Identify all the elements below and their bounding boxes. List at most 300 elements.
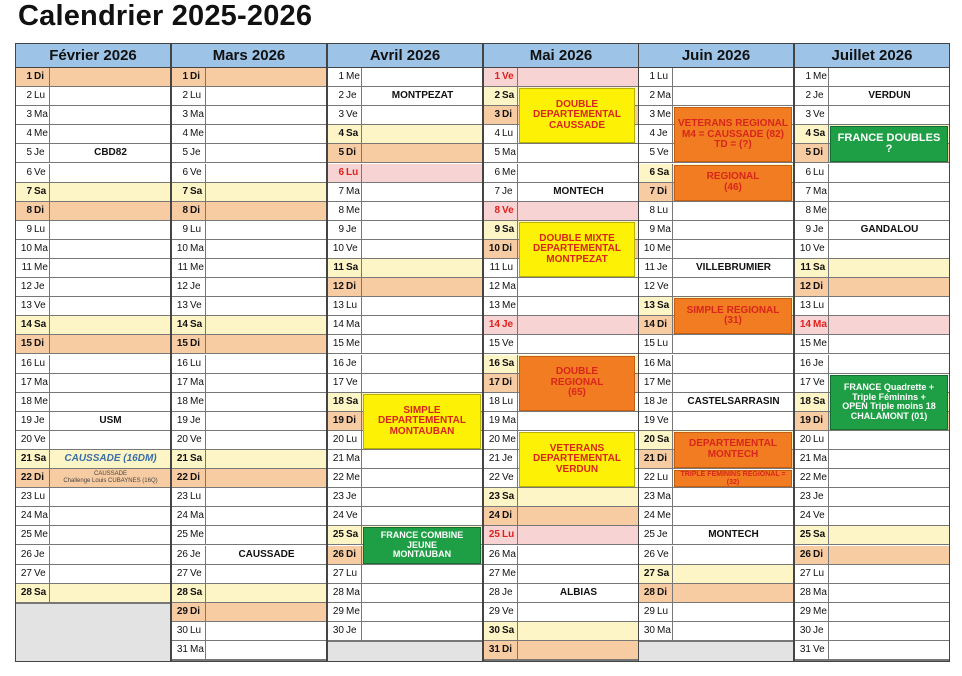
day-number: 10 (488, 242, 500, 254)
day-row (794, 164, 950, 183)
cell-divider (828, 507, 829, 525)
day-row (483, 278, 639, 297)
day-number: 11 (177, 262, 188, 273)
day-row (794, 546, 950, 565)
cell-divider (361, 316, 362, 334)
event-feb-usm: USM (99, 414, 122, 426)
day-number: 5 (338, 147, 344, 159)
cell-divider (205, 450, 206, 468)
day-name: Lu (34, 357, 46, 369)
event-feb-challenge-line1: CAUSSADE (93, 471, 127, 478)
cell-divider (517, 297, 518, 315)
day-row (794, 259, 950, 278)
event-feb-challenge-line2: Challenge Louis CUBAYNES (16Q) (63, 478, 158, 485)
cell-divider (205, 507, 206, 525)
day-name: Ma (502, 281, 516, 293)
day-number: 9 (649, 223, 655, 235)
day-number: 21 (20, 453, 32, 464)
day-name: Me (502, 300, 516, 312)
cell-divider (828, 68, 829, 86)
cell-divider (49, 68, 50, 86)
cell-divider (49, 125, 50, 143)
day-row (327, 488, 483, 507)
event-text: REGIONAL (46) (706, 171, 760, 193)
day-row (638, 507, 794, 526)
cell-divider (205, 316, 206, 334)
cell-divider (361, 202, 362, 220)
day-number: 23 (488, 491, 500, 503)
day-name: Di (657, 185, 667, 197)
day-row (327, 316, 483, 335)
day-number: 28 (643, 586, 655, 598)
day-row (15, 584, 171, 603)
day-name: Di (657, 319, 667, 331)
day-row (171, 240, 327, 259)
event-jun-simple-reg (674, 298, 792, 334)
day-number: 5 (805, 147, 811, 159)
day-number: 26 (488, 548, 500, 560)
day-name: Sa (346, 529, 359, 541)
cell-divider (361, 240, 362, 258)
day-number: 13 (20, 300, 32, 312)
day-row (327, 297, 483, 316)
day-number: 31 (176, 644, 188, 655)
day-name: Me (190, 262, 204, 273)
day-name: Me (190, 529, 204, 541)
day-name: Sa (502, 491, 515, 503)
day-name: Ma (813, 453, 827, 464)
day-row (794, 526, 950, 545)
day-number: 27 (799, 567, 811, 579)
day-number: 9 (26, 223, 32, 235)
day-number: 2 (649, 90, 655, 102)
day-row (15, 164, 171, 183)
day-name: Me (346, 472, 360, 484)
day-name: Ma (657, 491, 671, 503)
day-row (483, 202, 639, 221)
day-name: Sa (190, 453, 203, 464)
day-name: Ma (190, 109, 204, 121)
day-number: 14 (799, 319, 811, 331)
day-number: 23 (176, 491, 188, 503)
day-name: Ma (657, 624, 671, 636)
day-number: 25 (488, 529, 500, 541)
day-name: Sa (346, 262, 359, 273)
day-name: Je (346, 223, 357, 235)
event-text: DOUBLE MIXTE DEPARTEMENTAL MONTPEZAT (533, 232, 621, 265)
day-number: 27 (488, 567, 500, 579)
day-row (483, 565, 639, 584)
day-number: 11 (644, 262, 655, 273)
cell-divider (205, 335, 206, 353)
day-name: Ve (34, 166, 46, 178)
day-row (171, 106, 327, 125)
day-number: 5 (26, 147, 32, 159)
day-row (638, 622, 794, 641)
day-number: 16 (799, 357, 811, 369)
event-text: SIMPLE REGIONAL (31) (686, 304, 780, 327)
day-name: Sa (657, 300, 670, 312)
day-row (171, 316, 327, 335)
day-name: Ma (346, 185, 360, 197)
day-number: 19 (176, 414, 188, 426)
day-row (638, 488, 794, 507)
cell-divider (517, 355, 518, 373)
day-name: Lu (190, 624, 202, 636)
day-number: 21 (643, 453, 655, 464)
day-name: Lu (813, 300, 825, 312)
day-name: Ma (190, 644, 204, 655)
cell-divider (517, 335, 518, 353)
event-apr-simple-dep (363, 394, 481, 449)
day-name: Di (502, 242, 512, 254)
day-number: 7 (805, 185, 811, 197)
cell-divider (205, 144, 206, 162)
month-feb (15, 43, 171, 662)
event-jun-dep-montech (674, 432, 792, 468)
day-name: Di (34, 472, 44, 484)
cell-divider (672, 546, 673, 564)
empty-filler (638, 641, 794, 662)
day-name: Me (34, 262, 48, 273)
cell-divider (828, 412, 829, 430)
cell-divider (205, 393, 206, 411)
day-row (15, 87, 171, 106)
day-name: Ma (813, 185, 827, 197)
day-name: Ve (190, 567, 202, 579)
cell-divider (517, 488, 518, 506)
day-number: 8 (494, 204, 500, 216)
cell-divider (205, 526, 206, 544)
cell-divider (361, 603, 362, 621)
day-name: Me (346, 204, 360, 216)
day-row (15, 297, 171, 316)
day-name: Ma (346, 453, 360, 464)
day-name: Di (657, 453, 667, 464)
day-name: Lu (190, 90, 202, 102)
day-name: Lu (346, 166, 359, 178)
day-row (483, 144, 639, 163)
day-row (794, 202, 950, 221)
day-name: Me (657, 109, 671, 121)
month-header: Juin 2026 (638, 43, 794, 68)
day-row (171, 603, 327, 622)
day-number: 17 (643, 376, 655, 388)
day-name: Me (346, 338, 360, 350)
day-row (171, 297, 327, 316)
day-number: 24 (332, 510, 344, 522)
cell-divider (517, 202, 518, 220)
day-row (638, 412, 794, 431)
day-number: 22 (488, 472, 500, 484)
day-number: 20 (332, 433, 344, 445)
day-number: 1 (338, 71, 344, 82)
cell-divider (49, 106, 50, 124)
day-number: 8 (182, 204, 188, 216)
cell-divider (672, 603, 673, 621)
day-name: Je (657, 128, 668, 140)
day-name: Je (34, 548, 45, 560)
day-row (794, 240, 950, 259)
event-jun-triple-fem (674, 470, 792, 487)
day-name: Sa (346, 128, 359, 140)
day-number: 26 (332, 548, 344, 560)
cell-divider (828, 603, 829, 621)
day-name: Sa (657, 166, 670, 178)
day-name: Di (502, 376, 512, 388)
cell-divider (361, 450, 362, 468)
day-number: 7 (182, 185, 188, 197)
day-row (327, 202, 483, 221)
day-number: 29 (488, 605, 500, 617)
cell-divider (517, 316, 518, 334)
day-number: 18 (643, 395, 655, 407)
day-number: 16 (20, 357, 32, 369)
cell-divider (361, 221, 362, 239)
day-name: Me (502, 433, 516, 445)
day-number: 25 (643, 529, 655, 541)
day-row (638, 221, 794, 240)
day-name: Me (190, 128, 204, 140)
day-row (327, 355, 483, 374)
day-name: Di (34, 338, 44, 350)
day-name: Je (657, 262, 668, 273)
day-number: 28 (488, 586, 500, 598)
cell-divider (517, 450, 518, 468)
day-number: 23 (799, 491, 811, 503)
day-name: Ve (657, 414, 669, 426)
day-name: Sa (346, 395, 359, 407)
day-row (794, 622, 950, 641)
day-row (171, 68, 327, 87)
day-name: Lu (34, 491, 46, 503)
day-name: Di (346, 147, 356, 159)
cell-divider (828, 488, 829, 506)
event-text: DOUBLE DEPARTEMENTAL CAUSSADE (533, 98, 621, 131)
day-row (327, 565, 483, 584)
day-row (794, 469, 950, 488)
day-number: 12 (20, 281, 32, 293)
cell-divider (828, 144, 829, 162)
day-row (794, 431, 950, 450)
cell-divider (205, 584, 206, 602)
day-number: 14 (20, 319, 32, 331)
cell-divider (49, 221, 50, 239)
cell-divider (361, 68, 362, 86)
day-name: Lu (190, 223, 202, 235)
cell-divider (828, 393, 829, 411)
day-name: Di (502, 510, 512, 522)
event-text: VETERANS DEPARTEMENTAL VERDUN (533, 442, 621, 475)
day-number: 31 (488, 644, 500, 655)
day-name: Di (34, 71, 44, 82)
day-row (15, 431, 171, 450)
cell-divider (517, 221, 518, 239)
cell-divider (361, 278, 362, 296)
day-number: 16 (176, 357, 188, 369)
cell-divider (517, 278, 518, 296)
day-name: Ma (657, 357, 671, 369)
day-name: Me (346, 605, 360, 617)
day-row (794, 335, 950, 354)
day-number: 24 (799, 510, 811, 522)
day-row (483, 641, 639, 660)
event-text: FRANCE COMBINE JEUNE MONTAUBAN (380, 530, 464, 560)
day-number: 28 (799, 586, 811, 598)
cell-divider (517, 431, 518, 449)
day-name: Me (813, 338, 827, 350)
cell-divider (672, 278, 673, 296)
day-number: 1 (494, 71, 500, 82)
day-name: Je (502, 185, 513, 197)
day-name: Ve (34, 300, 46, 312)
day-row (483, 488, 639, 507)
day-number: 18 (332, 395, 344, 407)
day-number: 15 (799, 338, 811, 350)
cell-divider (49, 526, 50, 544)
day-name: Ve (346, 510, 358, 522)
cell-divider (672, 240, 673, 258)
day-number: 12 (488, 281, 500, 293)
day-number: 10 (799, 242, 811, 254)
day-number: 17 (799, 376, 811, 388)
day-name: Je (813, 90, 824, 102)
day-row (327, 125, 483, 144)
event-feb-caussade: CAUSSADE (16DM) (64, 453, 157, 464)
day-name: Je (190, 548, 201, 560)
day-row (15, 374, 171, 393)
day-name: Me (657, 376, 671, 388)
cell-divider (361, 546, 362, 564)
cell-divider (672, 355, 673, 373)
day-row (171, 202, 327, 221)
day-number: 26 (176, 548, 188, 560)
day-name: Ve (813, 109, 825, 121)
day-number: 13 (332, 300, 344, 312)
day-number: 23 (643, 491, 655, 503)
day-row (638, 240, 794, 259)
day-name: Ma (346, 586, 360, 598)
day-name: Di (657, 586, 667, 598)
day-number: 7 (649, 185, 655, 197)
cell-divider (828, 106, 829, 124)
day-name: Je (346, 624, 357, 636)
day-name: Lu (502, 128, 514, 140)
day-row (15, 393, 171, 412)
event-text: DEPARTEMENTAL MONTECH (689, 438, 777, 460)
day-name: Di (502, 644, 512, 655)
day-name: Je (34, 281, 45, 293)
day-number: 14 (488, 319, 500, 331)
day-row (15, 221, 171, 240)
day-name: Me (34, 128, 48, 140)
day-number: 4 (26, 128, 32, 140)
day-name: Di (813, 548, 823, 560)
cell-divider (205, 488, 206, 506)
cell-divider (49, 393, 50, 411)
day-row (171, 164, 327, 183)
day-number: 27 (332, 567, 344, 579)
day-number: 25 (176, 529, 188, 541)
cell-divider (517, 641, 518, 659)
day-row (794, 278, 950, 297)
day-number: 17 (20, 376, 32, 388)
day-number: 22 (176, 472, 188, 484)
day-name: Je (346, 357, 357, 369)
day-number: 1 (805, 71, 811, 82)
day-row (327, 507, 483, 526)
day-name: Ma (813, 319, 827, 331)
cell-divider (205, 355, 206, 373)
day-row (638, 374, 794, 393)
day-name: Ma (190, 376, 204, 388)
day-number: 12 (799, 281, 811, 293)
day-row (327, 183, 483, 202)
day-number: 26 (20, 548, 32, 560)
day-row (794, 507, 950, 526)
cell-divider (49, 316, 50, 334)
cell-divider (205, 297, 206, 315)
day-name: Ve (813, 644, 825, 655)
cell-divider (361, 622, 362, 640)
event-text: FRANCE DOUBLES ? (837, 131, 941, 156)
day-name: Lu (657, 605, 669, 617)
day-name: Me (502, 166, 516, 178)
day-row (171, 584, 327, 603)
day-number: 6 (494, 166, 500, 178)
day-name: Ve (657, 281, 669, 293)
day-number: 11 (21, 262, 32, 273)
day-name: Sa (813, 262, 826, 273)
cell-divider (828, 622, 829, 640)
event-jun-montech: MONTECH (708, 529, 759, 541)
day-number: 18 (20, 395, 32, 407)
day-row (327, 374, 483, 393)
day-number: 17 (176, 376, 188, 388)
day-number: 30 (643, 624, 655, 636)
day-number: 15 (643, 338, 655, 350)
day-row (171, 469, 327, 488)
event-text: DOUBLE REGIONAL (65) (550, 366, 604, 399)
day-row (171, 87, 327, 106)
event-may-albias: ALBIAS (559, 586, 598, 598)
cell-divider (205, 622, 206, 640)
day-number: 19 (20, 414, 32, 426)
day-row (171, 507, 327, 526)
cell-divider (672, 335, 673, 353)
event-text: FRANCE Quadrette + Triple Féminins + OPEN Triple moins 18 CHALAMONT (01) (842, 382, 936, 421)
day-number: 6 (26, 166, 32, 178)
cell-divider (828, 125, 829, 143)
day-number: 2 (26, 90, 32, 102)
day-row (638, 278, 794, 297)
day-name: Ve (502, 605, 514, 617)
day-name: Je (34, 147, 45, 159)
day-row (327, 450, 483, 469)
day-row (15, 565, 171, 584)
event-may-double-dep (519, 88, 635, 143)
day-row (794, 488, 950, 507)
cell-divider (672, 412, 673, 430)
day-number: 25 (332, 529, 344, 541)
cell-divider (49, 584, 50, 602)
day-name: Di (346, 548, 356, 560)
day-name: Lu (502, 262, 514, 273)
empty-filler (327, 641, 483, 662)
day-number: 15 (20, 338, 32, 350)
day-row (794, 68, 950, 87)
cell-divider (672, 221, 673, 239)
